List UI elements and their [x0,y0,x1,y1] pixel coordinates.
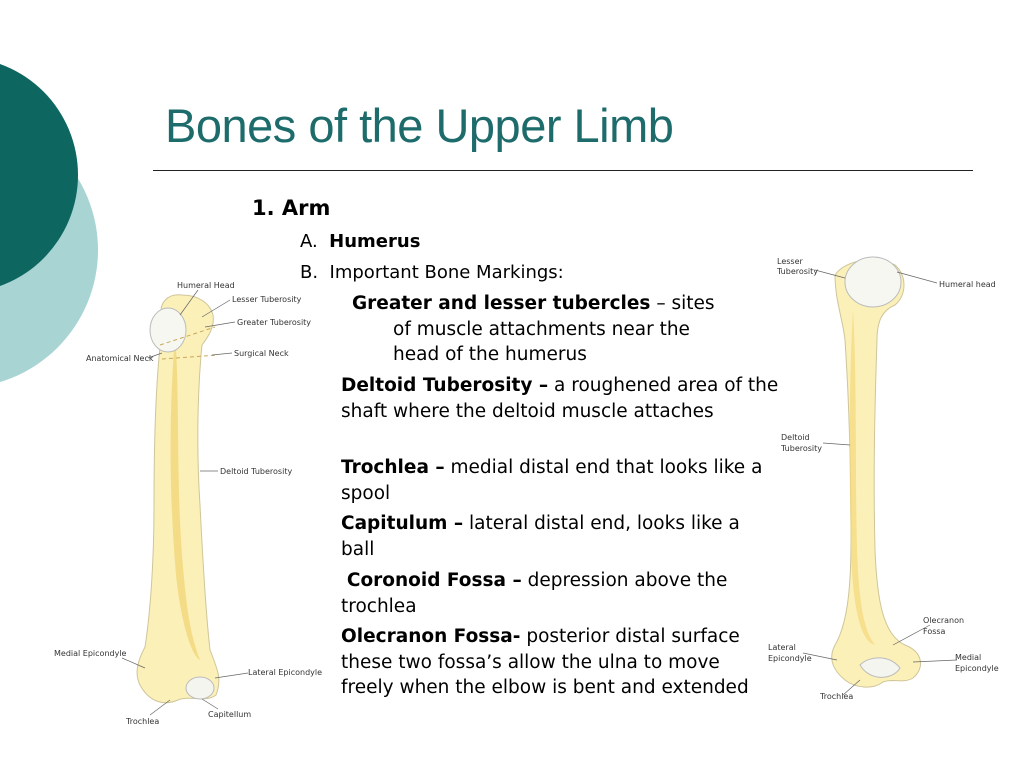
left-label-capitellum: Capitellum [208,710,252,719]
right-label-humeral-head: Humeral head [939,280,996,289]
left-label-lesser-tuberosity: Lesser Tuberosity [232,295,302,304]
marking-term: Greater and lesser tubercles [352,293,651,314]
left-label-greater-tuberosity: Greater Tuberosity [237,318,312,327]
outline-item-a [300,231,420,252]
marking-desc: medial distal end that looks like a spool [341,457,763,504]
right-label-olecranon-1: Olecranon [923,616,965,625]
marking-term: Capitulum – [341,513,464,534]
right-label-lateral-1: Lateral [768,643,796,652]
marking-desc-cont2: head of the humerus [393,344,587,365]
marking-term: Deltoid Tuberosity – [341,375,549,396]
marking-tubercles [352,291,782,368]
marking-desc: a roughened area of the shaft where the deltoid muscle attaches [341,375,779,422]
left-label-deltoid-tuberosity: Deltoid Tuberosity [220,467,293,476]
right-label-trochlea: Trochlea [820,692,854,701]
left-label-trochlea: Trochlea [126,717,160,726]
slide-title: Bones of the Upper Limb [165,99,674,152]
marking-term: Olecranon Fossa- [341,626,521,647]
marking-desc: – sites [650,293,715,314]
outline-marker-a: A. [300,231,318,252]
outline-important-markings: Important Bone Markings: [329,262,564,283]
marking-desc: posterior distal surface these two fossa’s allow the ulna to move freely when the elbow is bent and extended [341,626,749,698]
marking-desc: lateral distal end, looks like a ball [341,513,740,560]
marking-coronoid-fossa [341,568,761,619]
right-label-deltoid-2: Tuberosity [781,444,823,453]
marking-term: Trochlea – [341,457,445,478]
marking-trochlea [341,455,786,506]
marking-desc: depression above the trochlea [341,570,728,617]
marking-term: Coronoid Fossa – [346,570,522,591]
right-label-lateral-2: Epicondyle [768,654,812,663]
outline-item-b [300,262,564,283]
outline-humerus: Humerus [329,231,421,252]
left-label-lateral-epicondyle: Lateral Epicondyle [248,668,323,677]
right-label-olecranon-2: Fossa [923,627,946,636]
marking-capitulum [341,511,761,562]
outline-item-arm: 1. Arm [252,196,331,220]
left-label-medial-epicondyle: Medial Epicondyle [54,649,127,658]
right-label-deltoid-1: Deltoid [781,433,810,442]
left-label-surgical-neck: Surgical Neck [234,349,289,358]
marking-deltoid-tuberosity [341,373,786,424]
left-label-humeral-head: Humeral Head [177,281,235,290]
right-label-lesser-1: Lesser [777,257,803,266]
marking-desc-cont: of muscle attachments near the [393,318,690,340]
outline-marker-b: B. [300,262,319,283]
right-label-lesser-2: Tuberosity [777,267,819,276]
right-label-medial-1: Medial [955,653,982,662]
marking-olecranon-fossa [341,624,773,701]
left-label-anatomical-neck: Anatomical Neck [86,354,154,363]
right-label-medial-2: Epicondyle [955,664,999,673]
